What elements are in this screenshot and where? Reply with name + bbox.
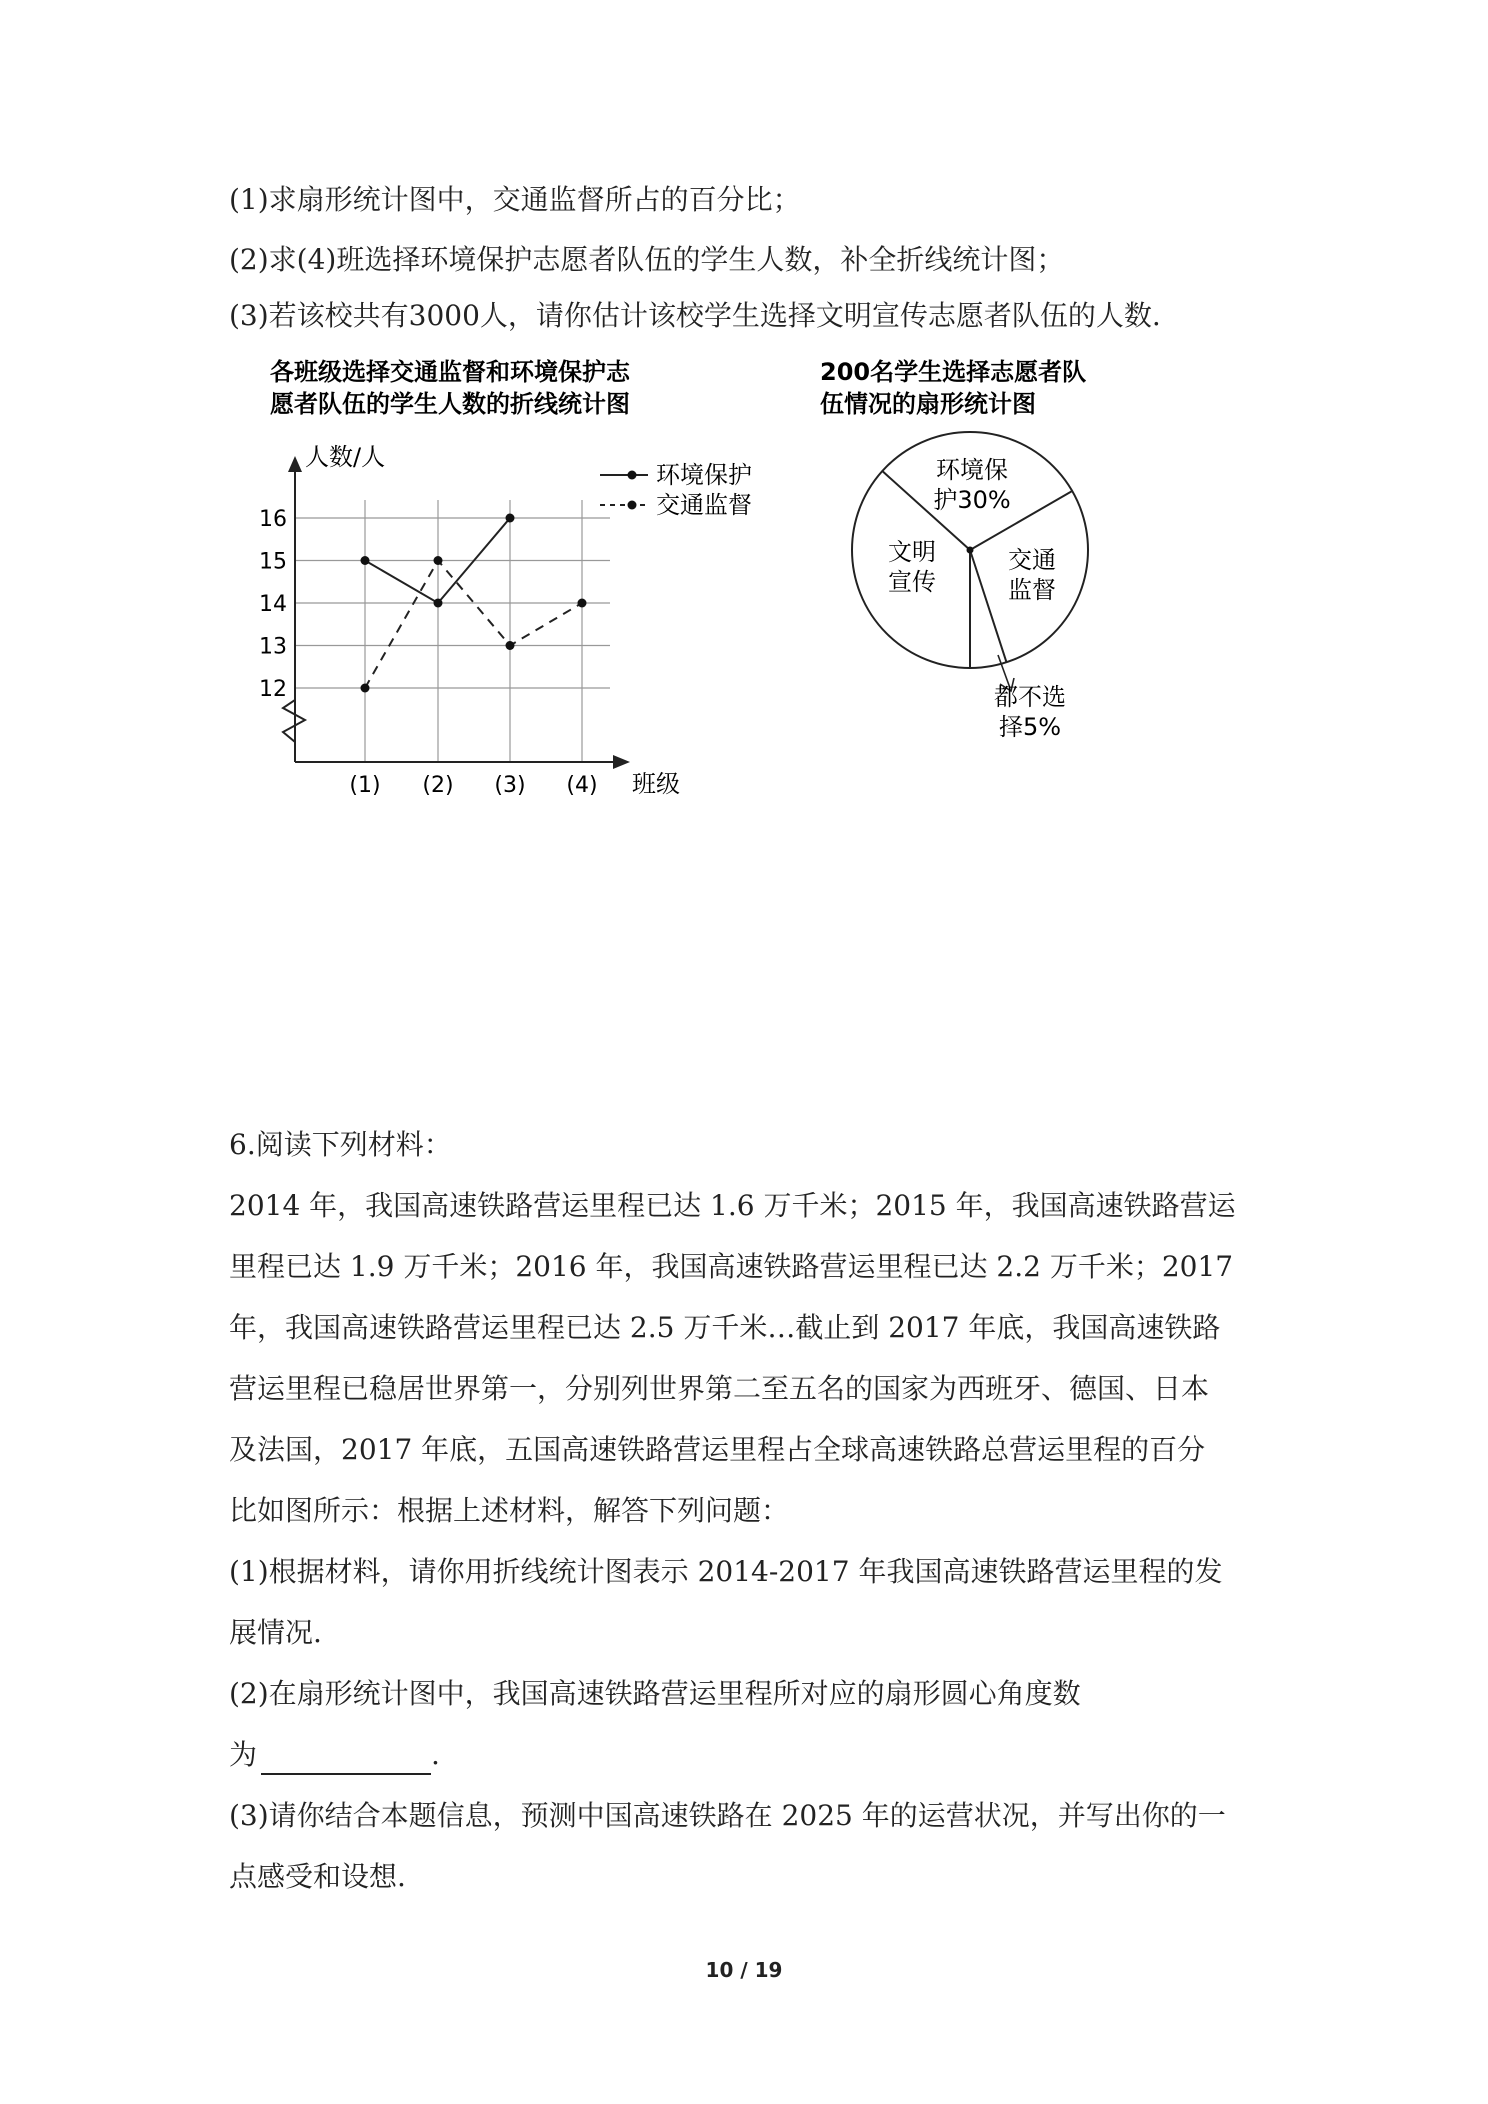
q6-line: (2)在扇形统计图中，我国高速铁路营运里程所对应的扇形圆心角度数 (229, 1677, 1081, 1710)
data-point (361, 556, 370, 565)
answer-blank[interactable] (261, 1743, 431, 1775)
blank-suffix: . (431, 1738, 440, 1771)
pie-divider (970, 550, 1006, 662)
x-axis-arrow (613, 755, 630, 769)
pie-slice-label: 择5% (998, 713, 1062, 741)
x-tick-label: (3) (494, 773, 526, 798)
pie-center (967, 547, 974, 554)
pie-chart-title-1: 200名学生选择志愿者队 (820, 358, 1087, 386)
y-axis-label: 人数/人 (305, 443, 386, 471)
data-point (434, 556, 443, 565)
y-tick-label: 14 (259, 592, 287, 617)
q5-part1: (1)求扇形统计图中，交通监督所占的百分比； (229, 183, 801, 216)
pie-slice-label: 宣传 (888, 568, 936, 596)
legend-label: 环境保护 (656, 461, 752, 489)
pie-slice-label: 环境保 (936, 456, 1008, 484)
page-number: 10 / 19 (705, 1958, 783, 1982)
q6-part3-line: 点感受和设想. (229, 1860, 406, 1893)
y-tick-label: 15 (259, 549, 287, 575)
q6-line: 营运里程已稳居世界第一，分别列世界第二至五名的国家为西班牙、德国、日本 (229, 1372, 1210, 1405)
data-point (434, 599, 443, 608)
line-chart-title-1: 各班级选择交通监督和环境保护志 (270, 358, 630, 386)
legend-marker (628, 471, 637, 480)
pie-slice-label: 都不选 (994, 683, 1066, 711)
line-chart-title-2: 愿者队伍的学生人数的折线统计图 (270, 390, 630, 418)
legend-marker (628, 501, 637, 510)
q5-part3: (3)若该校共有3000人，请你估计该校学生选择文明宣传志愿者队伍的人数. (229, 299, 1161, 332)
blank-prefix: 为 (229, 1738, 258, 1771)
q6-line: 6.阅读下列材料： (229, 1128, 452, 1161)
pie-chart (800, 350, 1140, 750)
q6-line: 及法国，2017 年底，五国高速铁路营运里程占全球高速铁路总营运里程的百分 (229, 1433, 1206, 1466)
data-point (506, 514, 515, 523)
y-tick-label: 13 (259, 634, 287, 660)
y-tick-label: 12 (259, 677, 287, 702)
pie-chart-title-2: 伍情况的扇形统计图 (820, 390, 1036, 418)
q6-line: 里程已达 1.9 万千米；2016 年，我国高速铁路营运里程已达 2.2 万千米；2017 (229, 1250, 1234, 1283)
y-tick-label: 16 (259, 507, 287, 532)
data-point (361, 684, 370, 693)
data-point (506, 641, 515, 650)
x-tick-label: (1) (349, 773, 381, 798)
q6-part3-line: (3)请你结合本题信息，预测中国高速铁路在 2025 年的运营状况，并写出你的一 (229, 1799, 1226, 1832)
q6-blank-line (229, 1735, 440, 1775)
y-axis-arrow (288, 456, 302, 472)
q6-line: 比如图所示：根据上述材料，解答下列问题： (229, 1494, 790, 1527)
pie-slice-label: 交通 (1008, 546, 1056, 574)
q6-line: 展情况. (229, 1616, 322, 1649)
q6-line: 年，我国高速铁路营运里程已达 2.5 万千米…截止到 2017 年底，我国高速铁路 (229, 1311, 1221, 1344)
pie-slice-label: 护30% (933, 486, 1011, 514)
x-axis-label: 班级 (632, 770, 680, 798)
pie-slice-label: 文明 (888, 538, 936, 566)
x-tick-label: (4) (566, 773, 598, 798)
data-point (578, 599, 587, 608)
legend-label: 交通监督 (656, 491, 752, 519)
line-chart (259, 350, 752, 810)
x-tick-label: (2) (422, 773, 454, 798)
q6-line: 2014 年，我国高速铁路营运里程已达 1.6 万千米；2015 年，我国高速铁路营运 (229, 1189, 1236, 1222)
q5-part2: (2)求(4)班选择环境保护志愿者队伍的学生人数，补全折线统计图； (229, 243, 1065, 276)
q6-line: (1)根据材料，请你用折线统计图表示 2014-2017 年我国高速铁路营运里程的发 (229, 1555, 1223, 1588)
pie-slice-label: 监督 (1008, 576, 1056, 604)
